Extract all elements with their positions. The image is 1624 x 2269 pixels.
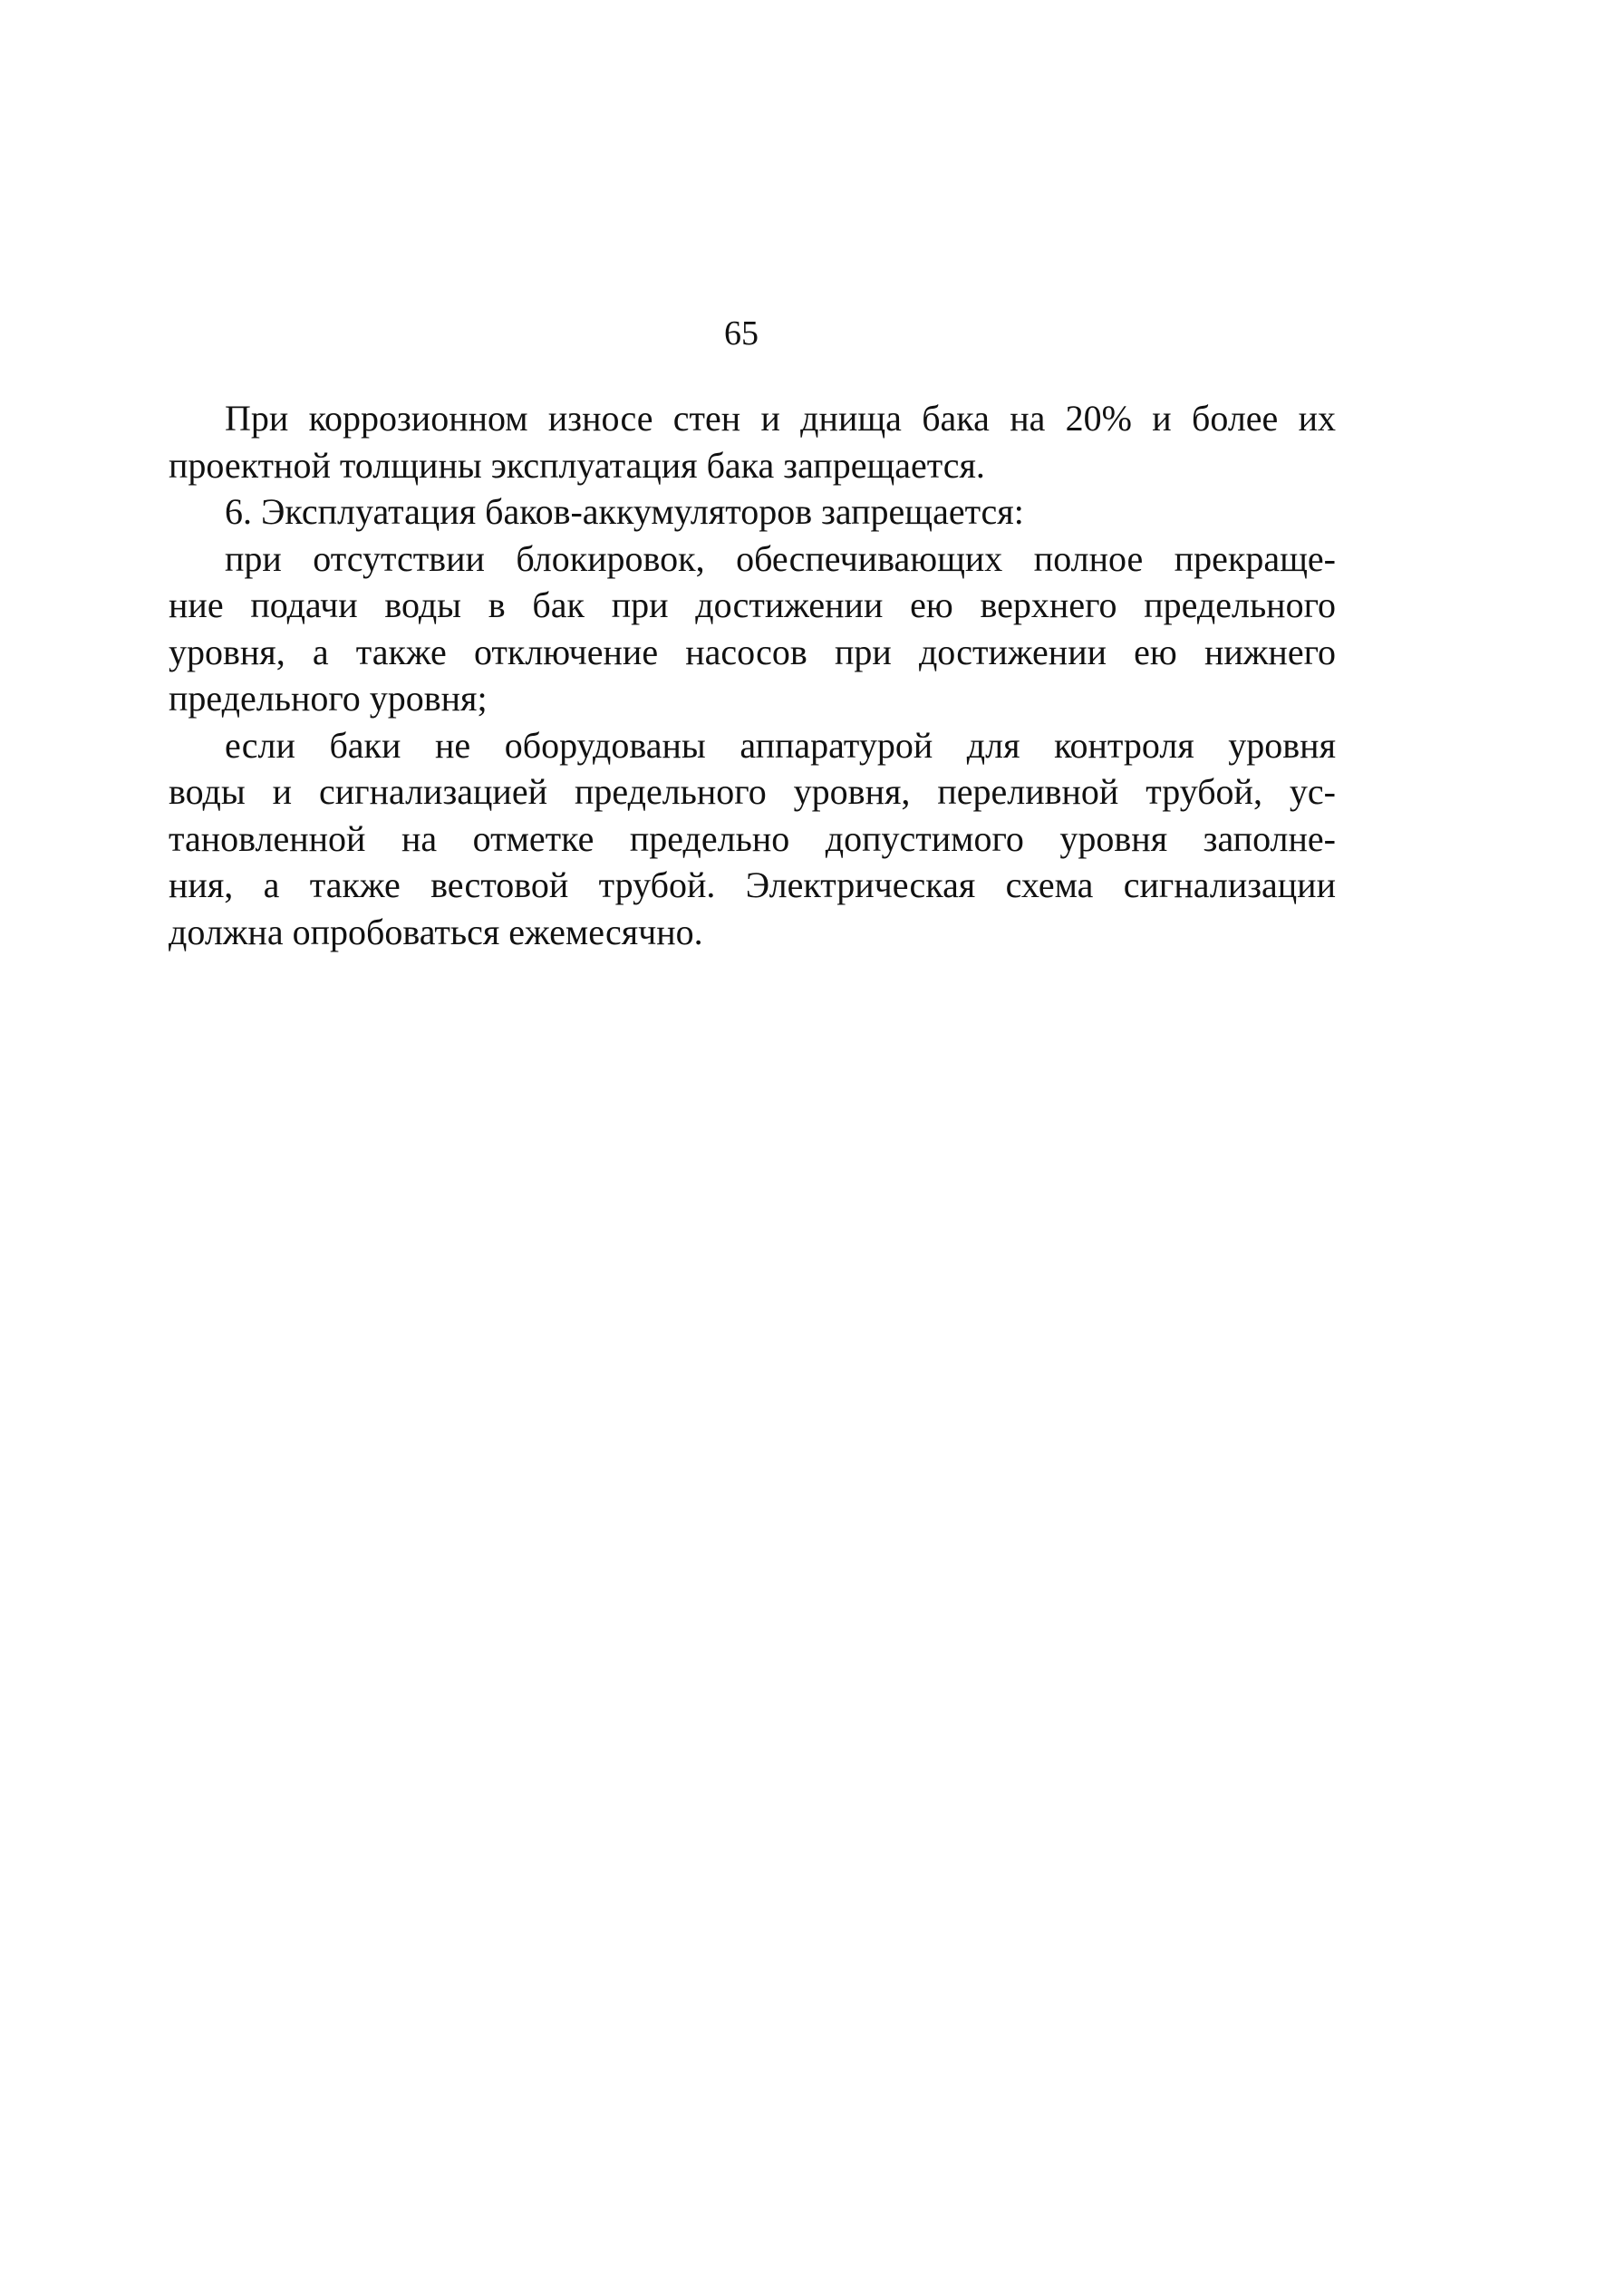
text-line: ния, а также вестовой трубой. Электрическая схема сигнализации	[169, 864, 1336, 905]
text-line: 6. Эксплуатация баков-аккумуляторов запрещается:	[225, 491, 1024, 532]
text-line: уровня, а также отключение насосов при достижении ею нижнего	[169, 631, 1336, 672]
text-line: проектной толщины эксплуатация бака запрещается.	[169, 444, 985, 486]
text-line: если баки не оборудованы аппаратурой для контроля уровня	[225, 724, 1336, 766]
text-line: ние подачи воды в бак при достижении ею верхнего предельного	[169, 584, 1336, 625]
text-line: тановленной на отметке предельно допустимого уровня заполне-	[169, 817, 1336, 859]
text-line: предельного уровня;	[169, 678, 488, 719]
page-number: 65	[724, 314, 759, 352]
text-line: воды и сигнализацией предельного уровня, переливной трубой, ус-	[169, 771, 1336, 812]
text-line: должна опробоваться ежемесячно.	[169, 911, 703, 952]
text-line: При коррозионном износе стен и днища бака на 20% и более их	[225, 398, 1336, 439]
body-text	[169, 395, 1336, 955]
text-line: при отсутствии блокировок, обеспечивающих полное прекраще-	[225, 537, 1336, 579]
